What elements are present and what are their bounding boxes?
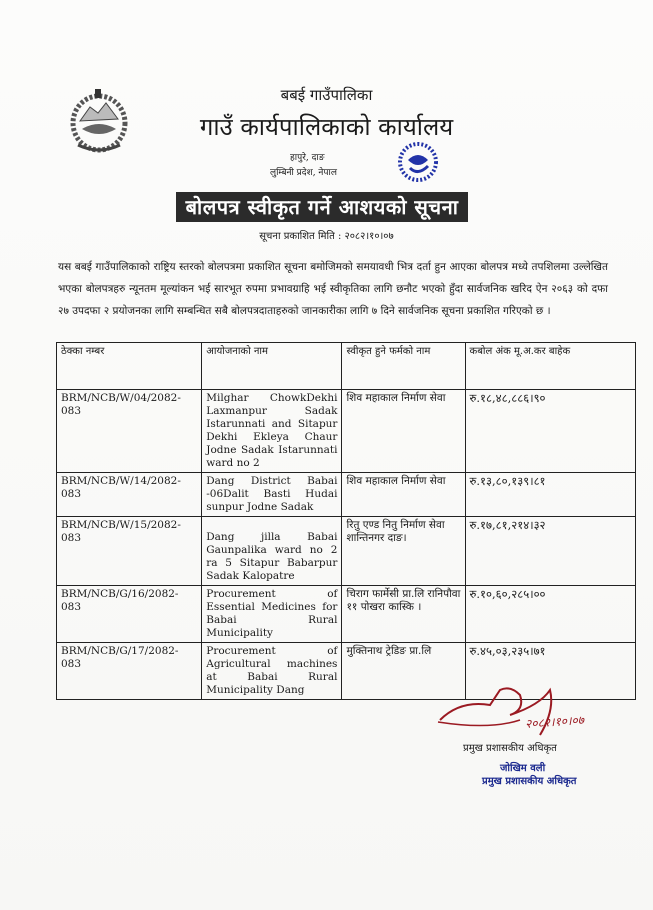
project-name: Dang jilla Babai Gaunpalika ward no 2 ra 5 Sitapur Babarpur Sadak Kalopatre xyxy=(202,517,342,586)
project-name: Procurement of Essential Medicines for Babai Rural Municipality xyxy=(202,586,342,643)
project-name: Milghar ChowkDekhi Laxmanpur Sadak Istarunnati and Sitapur Dekhi Ekleya Chaur Jodne Sadak Istarunnati ward no 2 xyxy=(202,390,342,473)
header-contract-number: ठेक्का नम्बर xyxy=(57,343,202,390)
municipality-name: बबई गाउँपालिका xyxy=(280,86,373,104)
header-firm-name: स्वीकृत हुने फर्मको नाम xyxy=(342,343,465,390)
bid-amount: रु.१७,८१,२१४।३२ xyxy=(465,517,635,586)
notice-title: बोलपत्र स्वीकृत गर्ने आशयको सूचना xyxy=(176,192,468,222)
signatory-label: प्रमुख प्रशासकीय अधिकृत xyxy=(463,743,557,754)
table-row xyxy=(57,586,636,643)
signatory-name: जोखिम वली xyxy=(500,763,546,774)
contract-number: BRM/NCB/W/04/2082-083 xyxy=(57,390,202,473)
published-date: सूचना प्रकाशित मिति : २०८२।१०।०७ xyxy=(259,231,394,242)
table-row xyxy=(57,390,636,473)
bid-amount: रु.१८,४८,८८६।९० xyxy=(465,390,635,473)
signature-date: २०८२।१०।०७ xyxy=(524,712,585,732)
header-project-name: आयोजनाको नाम xyxy=(202,343,342,390)
project-name: Procurement of Agricultural machines at Babai Rural Municipality Dang xyxy=(202,643,342,700)
bid-table xyxy=(56,342,636,700)
contract-number: BRM/NCB/W/15/2082-083 xyxy=(57,517,202,586)
bid-amount: रु.४५,०३,२३५।७१ xyxy=(465,643,635,700)
firm-name: शिव महाकाल निर्माण सेवा xyxy=(342,473,465,517)
firm-name: चिराग फार्मेसी प्रा.लि रानिपौवा ११ पोखरा कास्कि । xyxy=(342,586,465,643)
firm-name: मुक्तिनाथ ट्रेडिङ प्रा.लि xyxy=(342,643,465,700)
header-bid-amount: कबोल अंक मू.अ.कर बाहेक xyxy=(465,343,635,390)
contract-number: BRM/NCB/G/17/2082-083 xyxy=(57,643,202,700)
firm-name: रितु एण्ड नितु निर्माण सेवा शान्तिनगर दाङ। xyxy=(342,517,465,586)
address-line-2: लुम्बिनी प्रदेश, नेपाल xyxy=(270,168,337,178)
office-name: गाउँ कार्यपालिकाको कार्यालय xyxy=(199,113,454,141)
address-line-1: हापुरे, दाङ xyxy=(290,153,325,163)
project-name: Dang District Babai -06Dalit Basti Hudai sunpur Jodne Sadak xyxy=(202,473,342,517)
contract-number: BRM/NCB/G/16/2082-083 xyxy=(57,586,202,643)
table-row xyxy=(57,517,636,586)
bid-amount: रु.१३,८०,१३९।८१ xyxy=(465,473,635,517)
table-row xyxy=(57,473,636,517)
notice-body: यस बबई गाउँपालिकाको राष्ट्रिय स्तरको बोलपत्रमा प्रकाशित सूचना बमोजिमको समयावधी भित्र दर्ता हुन आएका बोलपत्र मध्ये तपशिलमा उल्लेखित भएका बोलपत्रहरु न्यूनतम मूल्यांकन भई सारभूत रुपमा प्रभावग्राहि भई स्वीकृतिका लागि छनौट भएको हुँदा सार्वजनिक खरिद ऐन २०६३ को दफा २७ उपदफा २ प्रयोजनका लागि सम्बन्धित सबै बोलपत्रदाताहरुको जानकारीका लागि ७ दिने सार्वजनिक सूचना प्रकाशित गरिएको छ । xyxy=(58,261,608,317)
bid-amount: रु.१०,६०,२८५।०० xyxy=(465,586,635,643)
contract-number: BRM/NCB/W/14/2082-083 xyxy=(57,473,202,517)
signatory-designation: प्रमुख प्रशासकीय अधिकृत xyxy=(482,776,577,787)
firm-name: शिव महाकाल निर्माण सेवा xyxy=(342,390,465,473)
table-header-row xyxy=(57,343,636,390)
